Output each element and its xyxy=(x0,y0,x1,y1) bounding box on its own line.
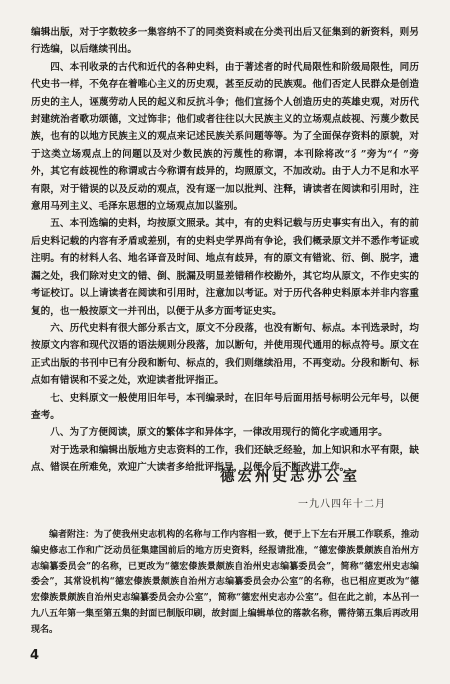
paragraph-item-4: 四、本刊收录的古代和近代的各种史料，由于著述者的时代局限性和阶级局限性，同历代史书一样，不免存在着唯心主义的历史观，甚至反动的民族观。他们否定人民群众是创造历史的主人，诬蔑劳动人民的起义和反抗斗争；他们宣扬个人创造历史的英雄史观，对历代封建统治者歌功颂德，文过饰非；他们或者往往以大民族主义的立场观点歧视、污蔑少数民族，也有的以地方民族主义的观点来记述民族关系问题等等。为了全面保存资料的原貌，对于这类立场观点上的问题以及对少数民族的污蔑性的称谓，本刊除将改“犭”旁为“亻”旁外，其它有歧视性的称谓或古今称谓有歧异的，均照原文，不加改动。由于人力不足和水平有限，对于错误的以及反动的观点，没有逐一加以批判、注释，请读者在阅读和引用时，注意用马列主义、毛泽东思想的立场观点加以鉴别。 xyxy=(31,61,419,213)
signature-block xyxy=(214,467,414,513)
paragraph-item-8: 八、为了方便阅读，原文的繁体字和异体字，一律改用现行的简化字或通用字。 xyxy=(50,427,388,439)
paragraph-item-5: 五、本刊选编的史料，均按原文照录。其中，有的史料记载与历史事实有出入，有的前后史料记载的内容有矛盾或差别，有的史料史学界尚有争论，我们概录原文并不悉作考证或注明。有的材料人名、地名译音及时间、地点有歧异，有的原文有错讹、衍、倒、脱字，遗漏之处，我们除对史文的错、倒、脱漏及明显差错稍作校勘外，其它均从原文，不作史实的考证校订。以上请读者在阅读和引用时，注意加以考证。对于历代各种史料原本并非内容重复的，也一般按原文一并刊出，以便于从多方面考证史实。 xyxy=(31,218,419,317)
paragraph-item-7: 七、史料原文一般使用旧年号，本刊编录时，在旧年号后面用括号标明公元年号，以便查考。 xyxy=(31,392,419,421)
paragraph-item-6: 六、历代史料有很大部分系古文，原文不分段落，也没有断句、标点。本刊选录时，均按原文内容和现代汉语的语法规则分段落，加以断句，并使用现代通用的标点符号。原文在正式出版的书刊中已有分段和断句、标点的，我们则继续沿用，不再变动。分段和断句、标点如有错误和不妥之处，欢迎读者批评指正。 xyxy=(31,322,419,387)
editor-note xyxy=(31,528,419,639)
paragraph-closing: 对于选录和编辑出版地方史志资料的工作，我们还缺乏经验，加上知识和水平有限，缺点、错误在所难免，欢迎广大读者多给批评指导，以便今后不断改进工作。 xyxy=(31,444,419,474)
page-number: 4 xyxy=(30,648,40,663)
body-text xyxy=(31,24,419,477)
signature-date: 一九八四年十二月 xyxy=(298,499,386,510)
editor-note-label: 编者附注： xyxy=(49,530,95,540)
editor-note-text: 为了使我州史志机构的名称与工作内容相一致，便于上下左右开展工作联系，推动编史修志工作和广泛动员征集建国前后的地方历史资料，经报请批准，“德宏傣族景颇族自治州方志编纂委员会”的名称，已更改为“德宏傣族景颇族自治州史志编纂委员会”，简称“德宏州史志编委会”，其常设机构“德宏傣族景颇族自治州方志编纂委员会办公室”的名称，也已相应更改为“德宏傣族景颇族自治州史志编纂委员会办公室”，简称“德宏州史志办公室”。但在此之前，本丛刊一九八五年第一集至第五集的封面已制版印刷，故封面上编辑单位的落款名称，需待第五集后再改用现名。 xyxy=(31,530,419,635)
signature-organization: 德宏州史志办公室 xyxy=(220,469,360,485)
paragraph-continuation: 编辑出版，对于字数较多一集容纳不了的同类资料或在分类刊出后又征集到的新资料，则另行选编，以后继续刊出。 xyxy=(31,27,419,56)
